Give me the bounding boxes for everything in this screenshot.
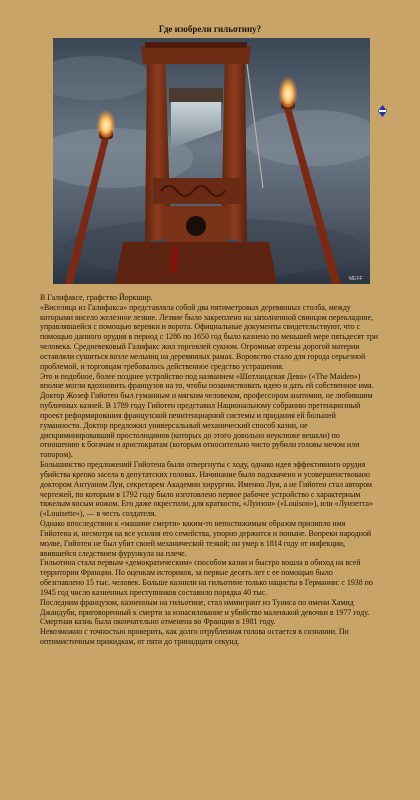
page-title: Где изобрели гильотину? [158,24,262,34]
blade-weight [169,88,223,102]
paragraph: В Галифаксе, графство Йоркшир. [40,293,153,302]
right-torch-flame [278,72,298,108]
paragraph: Невозможно с точностью проверить, как долго отрубленная голова остается в сознании. По оптимистичным прикидкам, от пяти до тринадцати секунд. [40,627,349,646]
guillotine-top-beam [141,46,251,64]
guillotine-image [53,38,370,284]
carved-panel [153,178,241,204]
paragraph: Доктор Жозеф Гийотен был гуманным и мягким человеком, профессором анатомии, не любившим публичных казней. В 1789 году Гийотен представил Национальному собранию претенциозный проект реформирования французской пенитенциарной системы и придания ей большей гуманности. Доктор предложил универсальный механический способ казни, не дискриминировавший простолюдинов (которых до этого довольно неуклюже вешали) по отношению к богачам и аристократам (которым относительно чисто рубили головы мечом или топором). [40,391,373,460]
ad-marker-icon [378,105,387,117]
article-body [40,293,378,647]
paragraph: Это и подобное, более позднее устройство под названием «Шотландская Дева» («The Maiden») вполне могли вдохновить французов на то, чтобы позаимствовать идею и дать ей собственное имя. [40,371,374,391]
paragraph: Последним французом, казненным на гильотине, стал иммигрант из Туниса по имени Хамид Джандуби, приговоренный к смерти за изнасилование и убийство маленькой девочки в 1977 году. Смертная казнь была окончательно отменена во Франции в 1981 году. [40,597,370,627]
paragraph: «Виселица из Галифакса» представляла собой два пятиметровых деревянных столба, между которыми висело железное лезвие. Лезвие было закреплено на заполненной свинцом перекладине, управлявшейся с помощью веревки и ворота. Официальные документы свидетельствуют, что с помощью данного орудия в период с 1286 по 1650 год было казнено по меньшей мере пятьдесят три человека. Средневековый Галифакс жил торговлей сукном. Огромные отрезы дорогой материи оставляли сушиться возле мельниц на деревянных рамах. Воровство стало для города серьезной проблемой, и торговцам требовалось действенное средство устрашения. [40,302,378,371]
guillotine-base [115,242,277,284]
paragraph: Гильотина стала первым «демократическим» способом казни и быстро вошла в обиход на всей территории Франции. По оценкам историков, за первые десять лет с ее помощью было обезглавлено 15 тыс. человек. Больше казнили на гильотине только нацисты в Германии: с 1938 по 1945 год число казненных преступников составило порядка 40 тыс. [40,558,373,597]
image-watermark: MEFF [349,276,363,282]
lunette-hole [186,216,206,236]
left-torch-flame [96,106,116,138]
paragraph: Большинство предложений Гийотена были отвергнуты с ходу, однако идея эффективного орудия убийства крепко засела в депутатских головах. Начинание было подхвачено и усовершенствовано доктором Антуаном Луи, секретарем Академии хирургии. Именно Луи, а не Гийотен стал автором чертежей, по которым в 1792 году было изготовлено первое рабочее устройство с характерным тяжелым косым ножом. Его даже окрестили, для краткости, «Луизон» («Louison»), или «Луизетта» («Louisette»), — в честь создателя. [40,460,373,519]
guillotine-top-cap [145,42,247,48]
paragraph: Однако впоследствии к «машине смерти» каким-то непостижимым образом прилипло имя Гийотена и, несмотря на все усилия его семейства, упорно держится и поныне. Вопреки народной молве, Гийотен не был убит своей механической тезкой; он умер в 1814 году от инфекции, явившейся следствием фурункула на плече. [40,519,372,558]
